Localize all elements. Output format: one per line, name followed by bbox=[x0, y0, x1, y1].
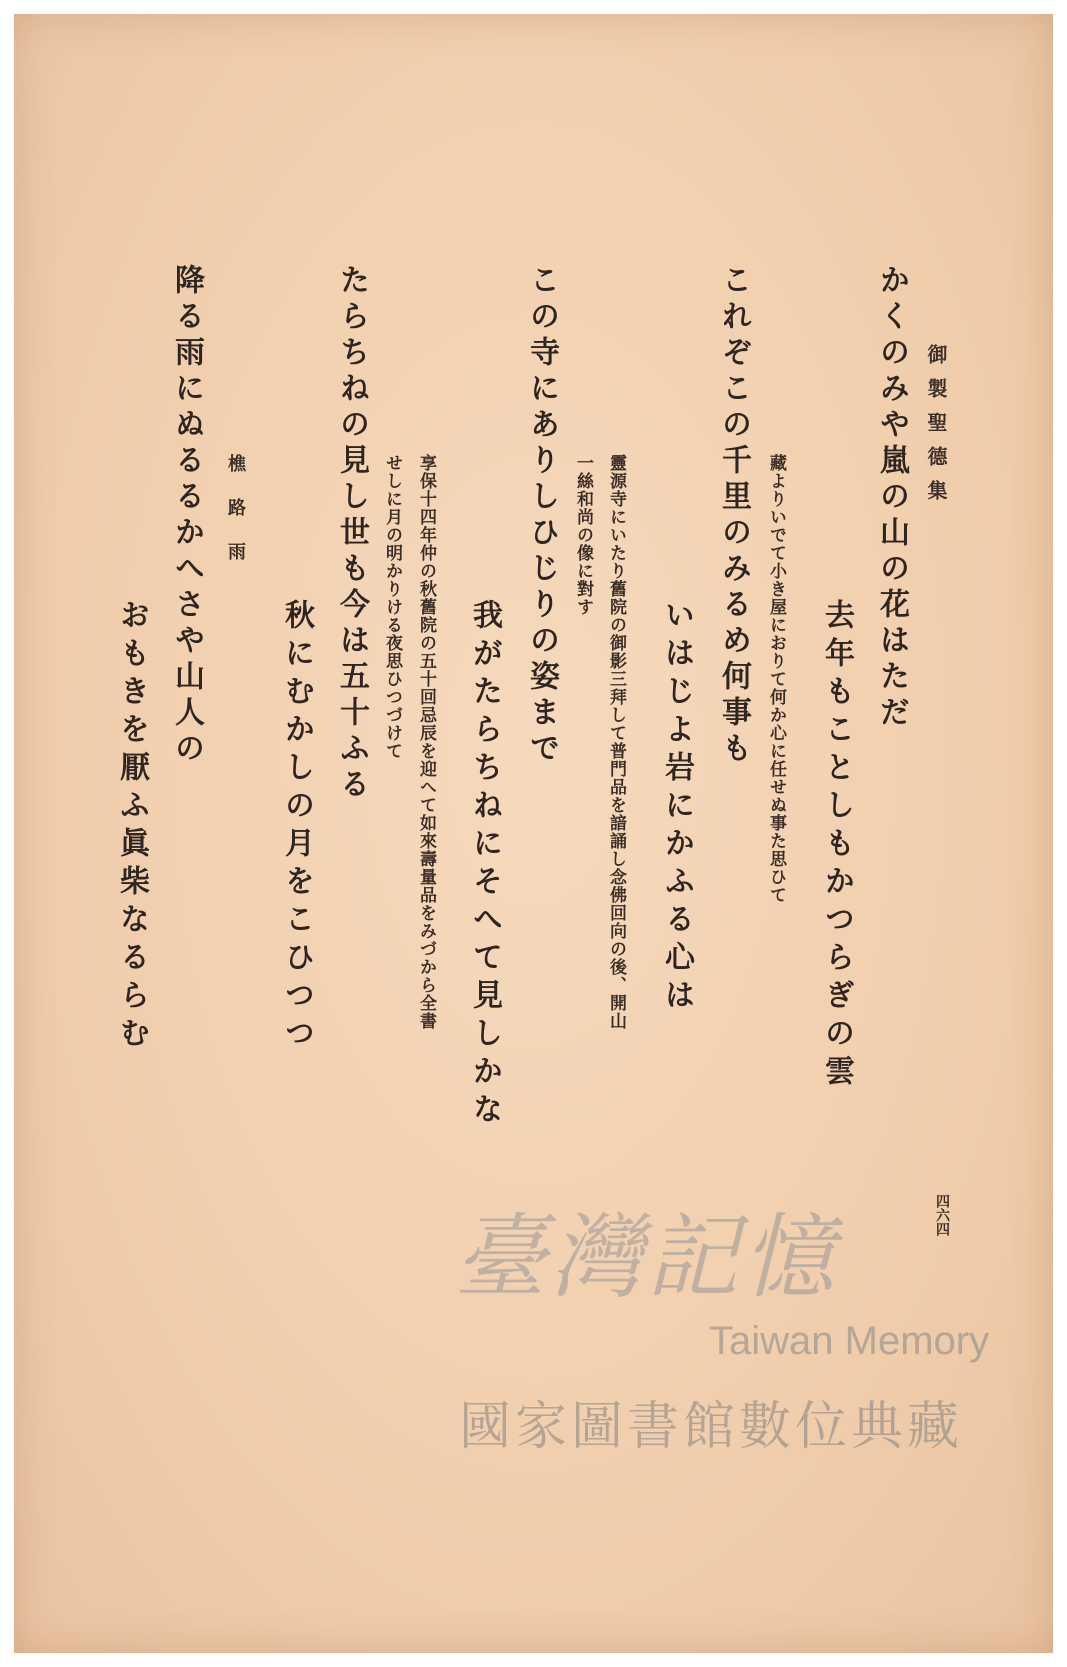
prose-note: 享保十四年仲の秋舊院の五十回忌辰を迎へて如來壽量品をみづから全書 bbox=[416, 454, 436, 1030]
poem-line: 秋にむかしの月をこひつつ bbox=[279, 599, 314, 1055]
book-page bbox=[14, 14, 1053, 1653]
poem-line: たらちねの見し世も今は五十ふる bbox=[334, 264, 369, 804]
poem-line: これぞこの千里のみるめ何事も bbox=[716, 264, 751, 768]
prose-note: 藏よりいでて小き屋におりて何か心に任せぬ事た思ひて bbox=[766, 454, 786, 904]
watermark-logo-text: 臺灣記憶 bbox=[454, 1204, 839, 1311]
watermark-institution: 國家圖書館數位典藏 bbox=[459, 1397, 964, 1457]
poem-line: おもきを厭ふ眞柴なるらむ bbox=[114, 599, 149, 1055]
page-number: 四六四 bbox=[934, 1194, 950, 1236]
poem-line: かくのみや嵐の山の花はただ bbox=[874, 264, 909, 732]
watermark bbox=[454, 1184, 1014, 1474]
prose-note: 靈源寺にいたり舊院の御影三拜して普門品を諳誦し念佛回向の後、開山 bbox=[606, 454, 626, 1030]
prose-note: 一絲和尚の像に對す bbox=[573, 454, 593, 616]
poem-line: 我がたらちねにそへて見しかな bbox=[467, 599, 502, 1131]
poem-line: この寺にありしひじりの姿まで bbox=[524, 264, 559, 768]
poem-line: 去年もことしもかつらぎの雲 bbox=[819, 599, 854, 1093]
poem-line: いはじよ岩にかふる心は bbox=[659, 599, 694, 1017]
watermark-english: Taiwan Memory bbox=[709, 1319, 990, 1363]
prose-note: せしに月の明かりける夜思ひつづけて bbox=[382, 454, 402, 760]
running-header: 御製聖德集 bbox=[924, 344, 948, 514]
poem-line: 降る雨にぬるるかへさや山人の bbox=[169, 264, 204, 768]
poem-title: 樵路雨 bbox=[225, 454, 246, 586]
